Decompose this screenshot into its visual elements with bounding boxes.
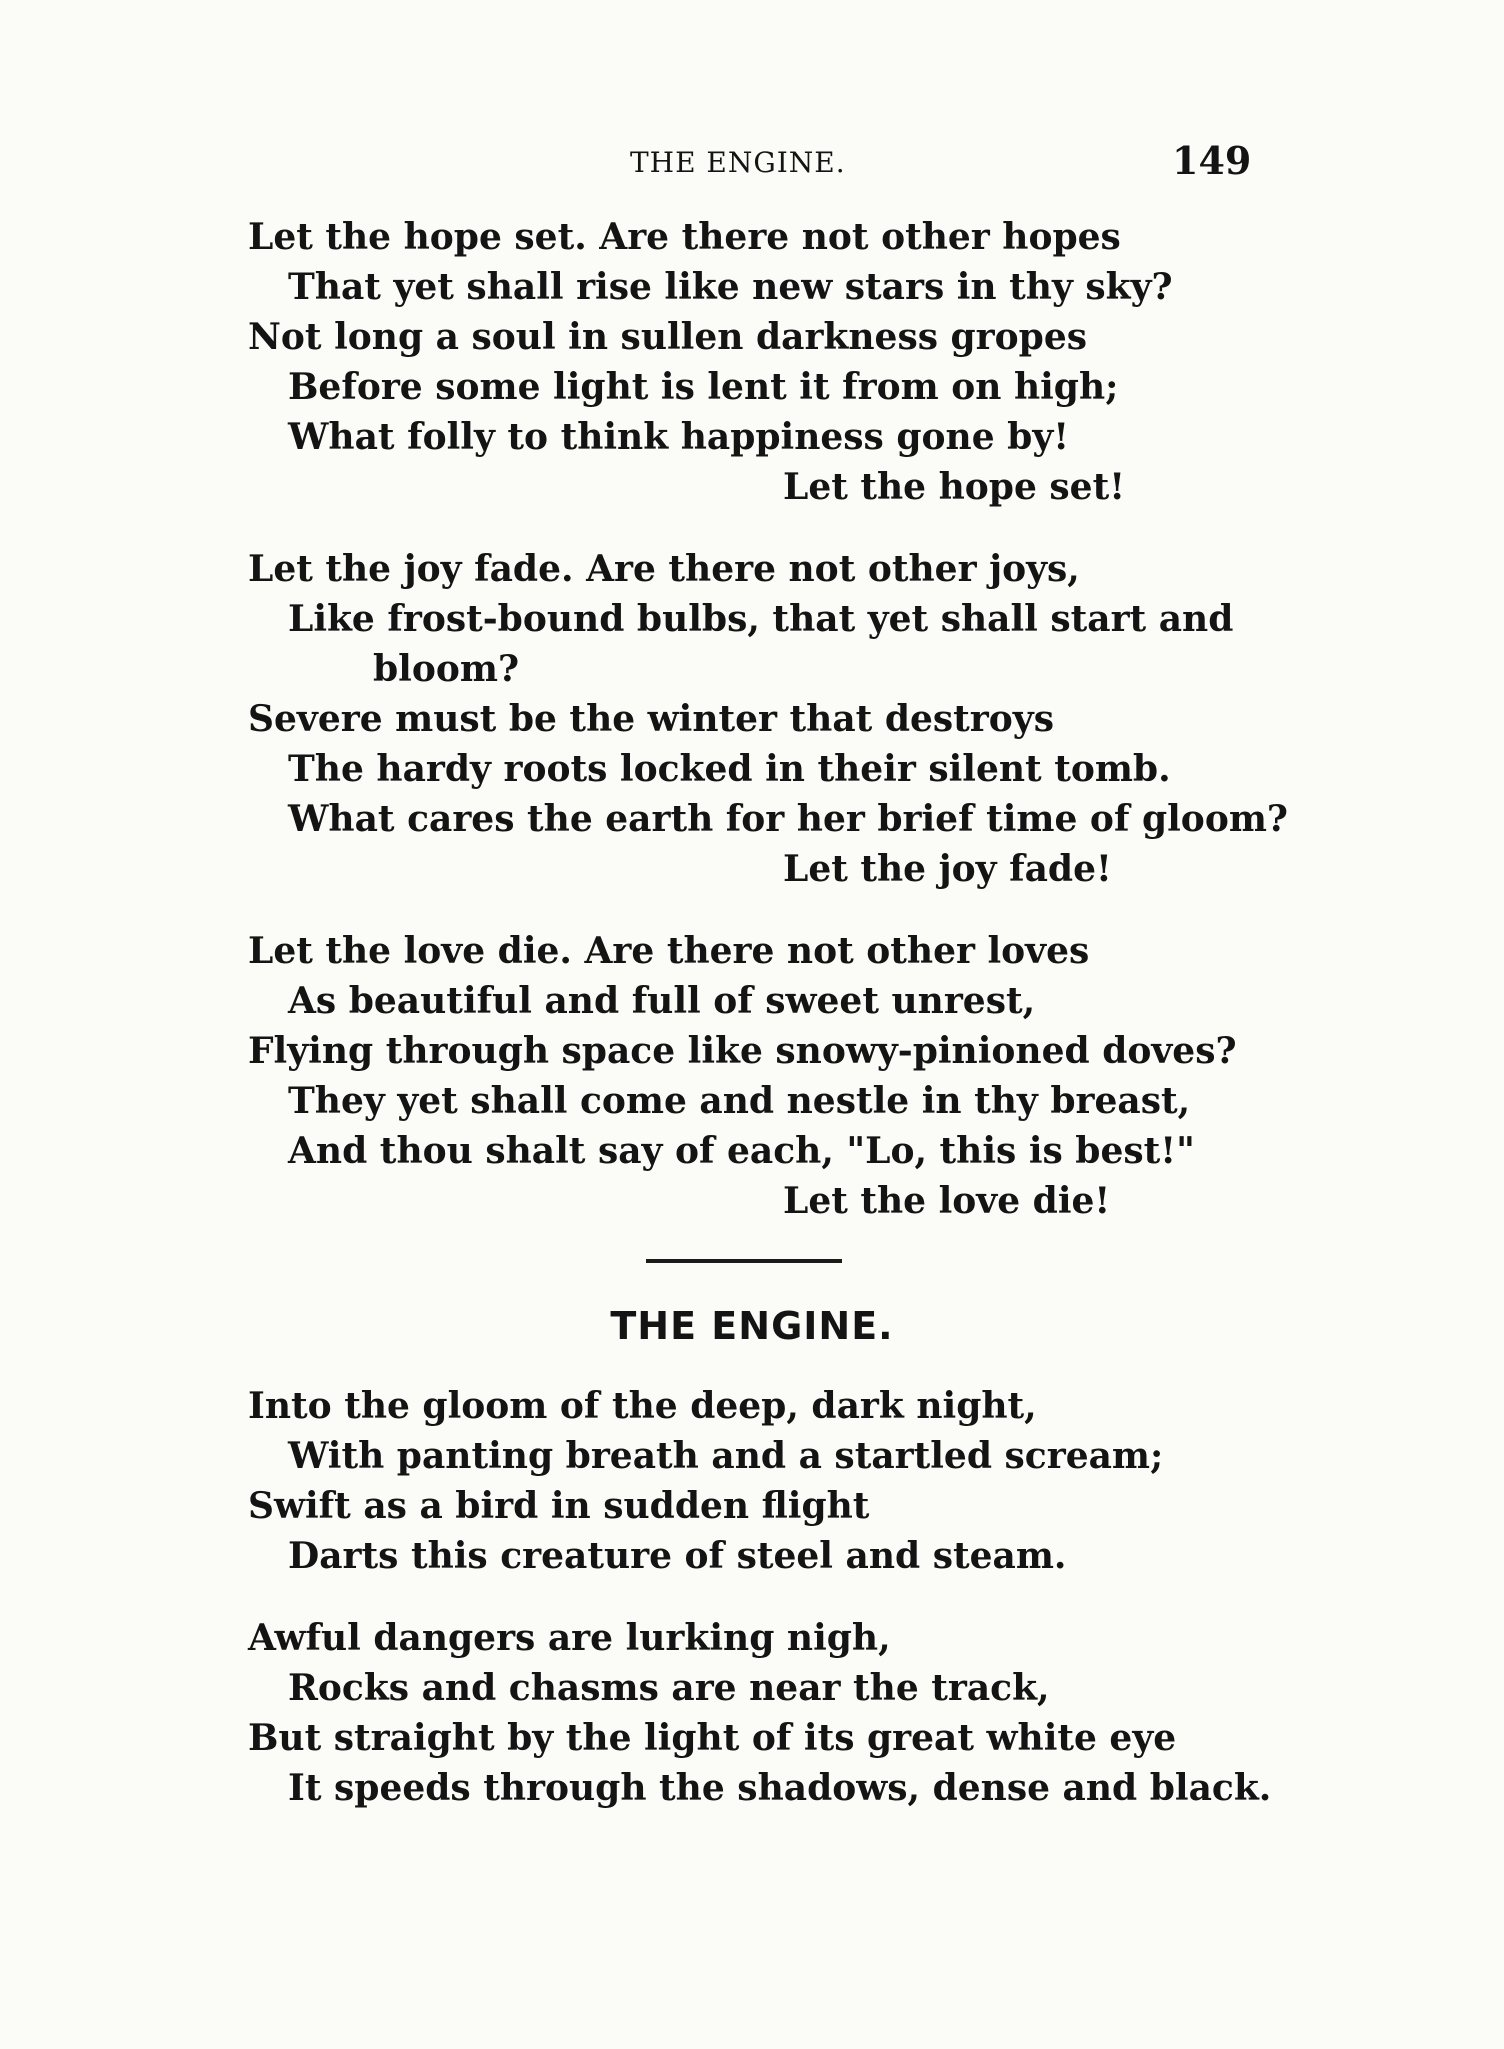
refrain-line: Let the joy fade! <box>783 848 1112 890</box>
refrain-line: Let the hope set! <box>783 466 1126 508</box>
page-number: 149 <box>1172 138 1252 183</box>
running-title: THE ENGINE. <box>630 146 846 179</box>
refrain-line: Let the love die! <box>783 1180 1111 1222</box>
poem-line: What cares the earth for her brief time of gloom? <box>288 798 1289 840</box>
poem-line: Flying through space like snowy-pinioned doves? <box>248 1030 1237 1072</box>
poem-line: Darts this creature of steel and steam. <box>288 1535 1067 1577</box>
stanza-love <box>248 926 1348 1226</box>
poem-line: They yet shall come and nestle in thy breast, <box>288 1080 1191 1122</box>
poem-line: But straight by the light of its great white eye <box>248 1717 1177 1759</box>
poem-line: Like frost-bound bulbs, that yet shall start and <box>288 598 1234 640</box>
poem-line: Into the gloom of the deep, dark night, <box>248 1385 1037 1427</box>
engine-stanza-1 <box>248 1381 1348 1581</box>
poem-line: Let the love die. Are there not other loves <box>248 930 1090 972</box>
poem-line: Rocks and chasms are near the track, <box>288 1667 1050 1709</box>
poem-line: With panting breath and a startled scream; <box>288 1435 1164 1477</box>
poem-line: Awful dangers are lurking nigh, <box>248 1617 891 1659</box>
stanza-hope <box>248 212 1348 512</box>
stanza-joy <box>248 544 1348 894</box>
poem-line: Severe must be the winter that destroys <box>248 698 1054 740</box>
poem-line: What folly to think happiness gone by! <box>288 416 1070 458</box>
poem-line-continuation: bloom? <box>373 648 520 690</box>
section-divider <box>646 1259 842 1263</box>
poem-line: That yet shall rise like new stars in thy sky? <box>288 266 1173 308</box>
previous-poem <box>248 212 1348 1258</box>
poem-line: Let the joy fade. Are there not other joys, <box>248 548 1080 590</box>
poem-line: Before some light is lent it from on high; <box>288 366 1119 408</box>
poem-line: As beautiful and full of sweet unrest, <box>288 980 1036 1022</box>
poem-line: And thou shalt say of each, "Lo, this is best!" <box>288 1130 1195 1172</box>
poem-line: The hardy roots locked in their silent tomb. <box>288 748 1171 790</box>
poem-line: Not long a soul in sullen darkness gropes <box>248 316 1088 358</box>
running-head <box>0 138 1504 183</box>
engine-poem <box>248 1381 1348 1845</box>
section-title: THE ENGINE. <box>610 1304 894 1348</box>
engine-stanza-2 <box>248 1613 1348 1813</box>
poem-line: Let the hope set. Are there not other hopes <box>248 216 1121 258</box>
poem-line: Swift as a bird in sudden flight <box>248 1485 870 1527</box>
poem-line: It speeds through the shadows, dense and black. <box>288 1767 1272 1809</box>
